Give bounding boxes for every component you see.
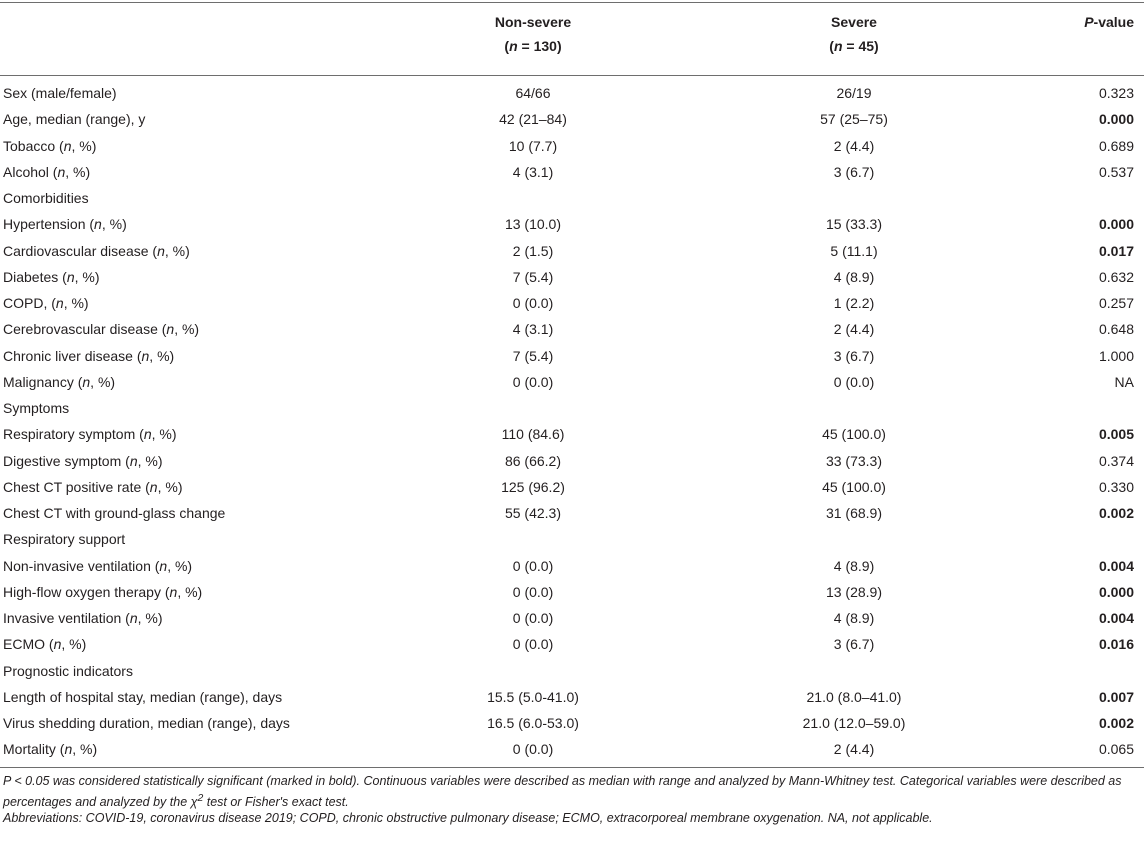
- p-value: 0.689: [1098, 137, 1134, 154]
- row-label: Tobacco (n, %): [3, 137, 97, 154]
- p-value: 0.537: [1098, 163, 1134, 180]
- severe-value: 21.0 (12.0–59.0): [802, 715, 906, 731]
- p-value: 0.005: [1098, 426, 1134, 443]
- table-row: [0, 238, 1144, 264]
- p-value: 0.000: [1098, 111, 1134, 128]
- table-row: [0, 605, 1144, 631]
- top-rule: [0, 2, 1144, 3]
- table-row: [0, 710, 1144, 736]
- p-value: 0.065: [1098, 741, 1134, 758]
- non-severe-value: 0 (0.0): [512, 373, 554, 390]
- table-row: [0, 579, 1144, 605]
- table-row: [0, 316, 1144, 342]
- row-label: Age, median (range), y: [3, 111, 146, 128]
- severe-value: 21.0 (8.0–41.0): [806, 688, 902, 705]
- table-row: [0, 264, 1144, 290]
- severe-value: 1 (2.2): [833, 295, 875, 311]
- p-value: 0.257: [1098, 295, 1134, 311]
- non-severe-value: 13 (10.0): [504, 216, 562, 233]
- severe-value: 26/19: [836, 85, 872, 101]
- non-severe-value: 0 (0.0): [512, 295, 554, 311]
- severe-value: 31 (68.9): [825, 505, 883, 521]
- p-value: 0.016: [1098, 636, 1134, 653]
- severe-value: 3 (6.7): [833, 163, 875, 180]
- non-severe-value: 110 (84.6): [501, 426, 565, 443]
- p-value: 0.017: [1098, 242, 1134, 259]
- p-value: 0.374: [1098, 452, 1134, 469]
- row-label: Virus shedding duration, median (range), days: [3, 715, 290, 731]
- p-value: 0.004: [1098, 610, 1134, 626]
- bottom-rule: [0, 767, 1144, 768]
- header-non-severe-title: Non-severe: [494, 14, 572, 30]
- row-label: Comorbidities: [3, 190, 89, 206]
- row-label: Respiratory support: [3, 531, 126, 548]
- p-value: 0.002: [1098, 505, 1134, 521]
- non-severe-value: 0 (0.0): [512, 741, 554, 758]
- p-value: 0.323: [1098, 85, 1134, 101]
- non-severe-value: 7 (5.4): [512, 268, 554, 285]
- non-severe-value: 0 (0.0): [512, 636, 554, 653]
- row-label: Respiratory symptom (n, %): [3, 426, 177, 443]
- p-value: 0.330: [1098, 478, 1134, 495]
- severe-value: 45 (100.0): [822, 426, 886, 443]
- footnote-significance: P < 0.05 was considered statistically significant (marked in bold). Continuous variables were described as median with range and analyzed by Mann-Whitney test. Categorical variables were described as percentages and analyzed by the $\chi^2$ test or Fisher's exact test.: [3, 774, 1122, 810]
- row-label: Symptoms: [3, 400, 70, 416]
- table-row: [0, 684, 1144, 710]
- non-severe-value: 64/66: [515, 85, 551, 101]
- row-label: Sex (male/female): [3, 85, 117, 101]
- non-severe-value: 0 (0.0): [512, 583, 554, 600]
- table-row: [0, 211, 1144, 237]
- row-label: Alcohol (n, %): [3, 163, 91, 180]
- table-row: [0, 553, 1144, 579]
- header-rule: [0, 75, 1144, 76]
- row-label: Malignancy (n, %): [3, 373, 116, 390]
- footnote-abbreviations: Abbreviations: COVID-19, coronavirus disease 2019; COPD, chronic obstructive pulmonary disease; ECMO, extracorporeal membrane oxygenation. NA, not applicable.: [3, 811, 933, 825]
- header-severe-title: Severe: [831, 14, 877, 30]
- severe-value: 4 (8.9): [833, 268, 875, 285]
- table-row: [0, 343, 1144, 369]
- p-value: 0.002: [1098, 715, 1134, 731]
- p-value: 0.000: [1098, 583, 1134, 600]
- non-severe-value: 10 (7.7): [508, 137, 558, 154]
- row-label: Chronic liver disease (n, %): [3, 347, 175, 364]
- table-row: [0, 474, 1144, 500]
- table-row: [0, 106, 1144, 132]
- non-severe-value: 2 (1.5): [512, 242, 554, 259]
- table-row: [0, 500, 1144, 526]
- table-row: [0, 185, 1144, 211]
- p-value: 0.000: [1098, 216, 1134, 233]
- header-severe-n: (n = 45): [829, 38, 879, 54]
- non-severe-value: 86 (66.2): [504, 452, 562, 469]
- row-label: ECMO (n, %): [3, 636, 87, 653]
- row-label: COPD, (n, %): [3, 295, 89, 311]
- table-row: [0, 159, 1144, 185]
- severe-value: 4 (8.9): [833, 610, 875, 626]
- non-severe-value: 0 (0.0): [512, 610, 554, 626]
- table-row: [0, 369, 1144, 395]
- severe-value: 57 (25–75): [820, 111, 888, 128]
- p-value: 1.000: [1098, 347, 1134, 364]
- severe-value: 2 (4.4): [833, 741, 875, 758]
- table-row: [0, 448, 1144, 474]
- p-value: 0.648: [1098, 321, 1134, 338]
- header-p-value: P-value: [1084, 14, 1134, 30]
- severe-value: 3 (6.7): [833, 347, 875, 364]
- row-label: Prognostic indicators: [3, 662, 133, 679]
- non-severe-value: 15.5 (5.0-41.0): [487, 688, 579, 705]
- table-row: [0, 421, 1144, 447]
- severe-value: 2 (4.4): [833, 321, 875, 338]
- row-label: Hypertension (n, %): [3, 216, 127, 233]
- p-value: NA: [1114, 373, 1134, 390]
- header-non-severe: [452, 10, 614, 70]
- p-value: 0.004: [1098, 557, 1134, 574]
- header-severe: [773, 10, 935, 70]
- table-row: [0, 395, 1144, 421]
- severe-value: 13 (28.9): [825, 583, 883, 600]
- non-severe-value: 7 (5.4): [512, 347, 554, 364]
- row-label: Cardiovascular disease (n, %): [3, 242, 190, 259]
- header-non-severe-n: (n = 130): [504, 38, 562, 54]
- row-label: Cerebrovascular disease (n, %): [3, 321, 200, 338]
- severe-value: 2 (4.4): [833, 137, 875, 154]
- non-severe-value: 4 (3.1): [512, 163, 554, 180]
- non-severe-value: 55 (42.3): [504, 505, 562, 521]
- row-label: Digestive symptom (n, %): [3, 452, 163, 469]
- row-label: Chest CT with ground-glass change: [3, 505, 226, 521]
- table-row: [0, 658, 1144, 684]
- table-row: [0, 290, 1144, 316]
- row-label: Invasive ventilation (n, %): [3, 610, 163, 626]
- table-row: [0, 133, 1144, 159]
- severe-value: 45 (100.0): [822, 478, 886, 495]
- p-value: 0.007: [1098, 688, 1134, 705]
- row-label: Mortality (n, %): [3, 741, 98, 758]
- severe-value: 15 (33.3): [825, 216, 883, 233]
- non-severe-value: 4 (3.1): [512, 321, 554, 338]
- table-row: [0, 736, 1144, 762]
- row-label: Length of hospital stay, median (range), days: [3, 688, 283, 705]
- table-row: [0, 526, 1144, 552]
- table-row: [0, 80, 1144, 106]
- severe-value: 0 (0.0): [833, 373, 875, 390]
- non-severe-value: 16.5 (6.0-53.0): [487, 715, 579, 731]
- row-label: High-flow oxygen therapy (n, %): [3, 583, 203, 600]
- severe-value: 33 (73.3): [825, 452, 883, 469]
- severe-value: 4 (8.9): [833, 557, 875, 574]
- row-label: Non-invasive ventilation (n, %): [3, 557, 193, 574]
- non-severe-value: 125 (96.2): [501, 478, 565, 495]
- table-row: [0, 631, 1144, 657]
- severe-value: 5 (11.1): [830, 242, 878, 259]
- non-severe-value: 0 (0.0): [512, 557, 554, 574]
- severe-value: 3 (6.7): [833, 636, 875, 653]
- row-label: Chest CT positive rate (n, %): [3, 478, 183, 495]
- non-severe-value: 42 (21–84): [499, 111, 567, 128]
- row-label: Diabetes (n, %): [3, 268, 100, 285]
- p-value: 0.632: [1098, 268, 1134, 285]
